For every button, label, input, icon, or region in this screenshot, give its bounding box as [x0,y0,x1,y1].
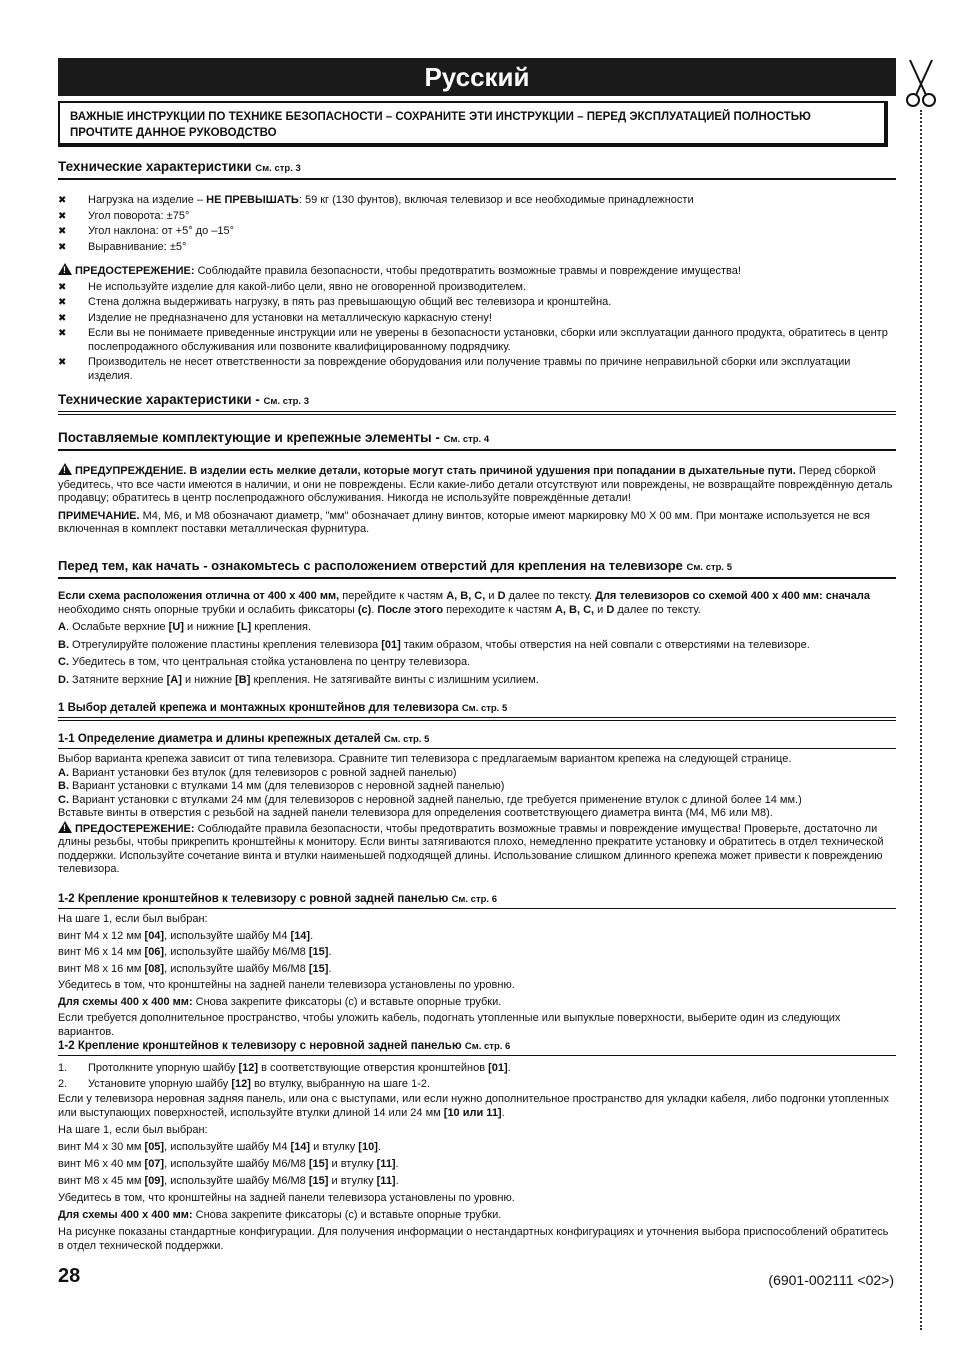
page-title: Русский [58,58,896,96]
section1-2b-body: 1. Протолкните упорную шайбу [12] в соответствующие отверстия кронштейнов [01]. 2. Установите упорную шайбу [12] во втулку, выбранную на шаге 1-2. Если у телевизора неровная задняя панель, или она с выступами, или если нужно дополнительное пространство для укладки кабеля, либо подгонки утопленных или выступающих поверхностей, используйте втулки длиной 14 или 24 мм [10 или 11]. На шаге 1, если был выбран: винт M4 x 30 мм [05], используйте шайбу M4 [14] и втулку [10]. винт M6 x 40 мм [07], используйте шайбу M6/M8 [15] и втулку [11]. винт M8 x 45 мм [09], используйте шайбу M6/M8 [15] и втулку [11]. Убедитесь в том, что кронштейны на задней панели телевизора установлены по уровню. Для схемы 400 x 400 мм: Снова закрепите фиксаторы (c) и вставьте опорные трубки. На рисунке показаны стандартные конфигурации. Для получения информации о нестандартных конфигурациях и уточнения выбора приспособлений обратитесь в отдел технической поддержки. [58,1061,896,1253]
spec2-heading: Технические характеристики - См. стр. 3 [58,391,896,415]
list-item: ✖ Нагрузка на изделие – НЕ ПРЕВЫШАТЬ: 59 кг (130 фунтов), включая телевизор и все необходимые принадлежности [58,194,694,206]
list-item: ✖ Изделие не предназначено для установки на металлическую каркасную стену! [58,311,492,324]
caution-block: !ПРЕДОСТЕРЕЖЕНИЕ: Соблюдайте правила безопасности, чтобы предотвратить возможные травмы и повреждение имущества! ✖ Не используйте изделие для какой-либо цели, явно не оговоренной производителем. ✖ Стена должна выдерживать нагрузку, в пять раз превышающую общий вес телевизора и кронштейна. ✖ Изделие не предназначено для установки на металлическую каркасную стену! ✖ Если вы не понимаете приведенные инструкции или не уверены в безопасности установки, сборки или эксплуатации данного продукта, обратитесь в центр послепродажного обслуживания или позвоните квалифицированному подрядчику. ✖ Производитель не несет ответственности за повреждение оборудования или получение травмы по причине неправильной сборки или эксплуатации изделия. [58,263,896,385]
section1-1-body: Выбор варианта крепежа зависит от типа телевизора. Сравните тип телевизора с предлагаемым вариантом крепежа на следующей странице. A. Вариант установки без втулок (для телевизоров с ровной задней панелью) B. Вариант установки с втулками 14 мм (для телевизоров с неровной задней панелью) C. Вариант установки с втулками 24 мм (для телевизоров с неровной задней панелью, где требуется применение втулок с длиной более 14 мм.) Вставьте винты в отверстия с резьбой на задней панели телевизора для определения соответствующего диаметра винта (M4, M6 или M8). !ПРЕДОСТЕРЕЖЕНИЕ: Соблюдайте правила безопасности, чтобы предотвратить возможные травмы и повреждение имущества! Проверьте, достаточно ли длины резьбы, чтобы прикрепить кронштейны к монитору. Если винты затягиваются плохо, немедленно прекратите установку и обратитесь в отдел технической поддержки. Используйте сочетание винта и втулки наименьшей подходящей длины. Использование слишком длинного крепежа может привести к повреждению телевизора. [58,753,896,877]
document-code: (6901-002111 <02>) [768,1272,894,1288]
section1-2b-heading: 1-2 Крепление кронштейнов к телевизору с неровной задней панелью См. стр. 6 [58,1039,896,1056]
safety-warning-box: ВАЖНЫЕ ИНСТРУКЦИИ ПО ТЕХНИКЕ БЕЗОПАСНОСТИ – СОХРАНИТЕ ЭТИ ИНСТРУКЦИИ – ПЕРЕД ЭКСПЛУАТАЦИЕЙ ПОЛНОСТЬЮ ПРОЧТИТЕ ДАННОЕ РУКОВОДСТВО [58,101,888,147]
spec-ref: См. стр. 3 [255,163,301,174]
list-item: ✖ Угол поворота: ±75° [58,209,190,222]
section1-1-heading: 1-1 Определение диаметра и длины крепежных деталей См. стр. 5 [58,732,896,749]
parts-warning: !ПРЕДУПРЕЖДЕНИЕ. В изделии есть мелкие детали, которые могут стать причиной удушения при попадании в дыхательные пути. Перед сборкой убедитесь, что все части имеются в наличии, и они не повреждены. Если какие-либо детали отсутствуют или повреждены, не возвращайте повреждённую деталь продавцу; обратитесь в центр послепродажного обслуживания. Никогда не используйте повреждённые детали! ПРИМЕЧАНИЕ. M4, M6, и M8 обозначают диаметр, "мм" обозначает длину винтов, которые имеют маркировку M0 X 00 мм. При монтаже используется не вся включенная в комплект поставки металлическая фурнитура. [58,463,896,537]
spec-section [58,158,896,180]
list-item: ✖ Выравнивание: ±5° [58,240,187,253]
list-item: ✖ Если вы не понимаете приведенные инструкции или не уверены в безопасности установки, сборки или эксплуатации данного продукта, обратитесь в центр послепродажного обслуживания или позвоните квалифицированному подрядчику. [58,327,888,353]
page-number: 28 [58,1265,81,1287]
warning-icon [58,463,72,475]
note: ПРИМЕЧАНИЕ. M4, M6, и M8 обозначают диаметр, "мм" обозначает длину винтов, которые имеют маркировку M0 X 00 мм. При монтаже используется не вся включенная в комплект поставки металлическая фурнитура. [58,509,870,535]
scissors-icon [904,58,938,108]
list-item: ✖ Не используйте изделие для какой-либо цели, явно не оговоренной производителем. [58,280,526,293]
section1-heading: 1 Выбор деталей крепежа и монтажных кронштейнов для телевизора См. стр. 5 [58,701,896,721]
section1-2a-heading: 1-2 Крепление кронштейнов к телевизору с ровной задней панелью См. стр. 6 [58,892,896,909]
cut-line [920,110,922,1330]
list-item: ✖ Стена должна выдерживать нагрузку, в пять раз превышающую общий вес телевизора и кронштейна. [58,296,612,308]
warning-icon [58,821,72,833]
list-item: ✖ Производитель не несет ответственности за повреждение оборудования или получение травмы по причине неправильной сборки или эксплуатации изделия. [58,356,851,382]
spec-heading: Технические характеристики [58,159,252,174]
before-block: Если схема расположения отлична от 400 x 400 мм, перейдите к частям A, B, C, и D далее по тексту. Для телевизоров со схемой 400 x 400 мм: сначала необходимо снять опорные трубки и ослабить фиксаторы (c). После этого переходите к частям A, B, C, и D далее по тексту. A. Ослабьте верхние [U] и нижние [L] крепления. B. Отрегулируйте положение пластины крепления телевизора [01] таким образом, чтобы отверстия на ней совпали с отверстиями на телевизоре. C. Убедитесь в том, что центральная стойка установлена по центру телевизора. D. Затяните верхние [A] и нижние [B] крепления. Не затягивайте винты с излишним усилием. [58,590,870,686]
warning-icon [58,263,72,275]
spec-list [58,194,896,256]
list-item: 1. Протолкните упорную шайбу [12] в соответствующие отверстия кронштейнов [01]. [58,1062,511,1074]
list-item: ✖ Угол наклона: от +5° до –15° [58,225,235,237]
before-heading: Перед тем, как начать - ознакомьтесь с расположением отверстий для крепления на телевизоре См. стр. 5 [58,557,896,579]
section1-2a-body: На шаге 1, если был выбран: винт M4 x 12 мм [04], используйте шайбу M4 [14]. винт M6 x 14 мм [06], используйте шайбу M6/M8 [15]. винт M8 x 16 мм [08], используйте шайбу M6/M8 [15]. Убедитесь в том, что кронштейны на задней панели телевизора установлены по уровню. Для схемы 400 x 400 мм: Снова закрепите фиксаторы (c) и вставьте опорные трубки. Если требуется дополнительное пространство, чтобы уложить кабель, подогнать утопленные или выпуклые поверхности, выберите один из следующих вариантов. [58,913,841,1038]
list-item: 2. Установите упорную шайбу [12] во втулку, выбранную на шаге 1-2. [58,1078,431,1090]
parts-heading: Поставляемые комплектующие и крепежные элементы - См. стр. 4 [58,429,896,451]
